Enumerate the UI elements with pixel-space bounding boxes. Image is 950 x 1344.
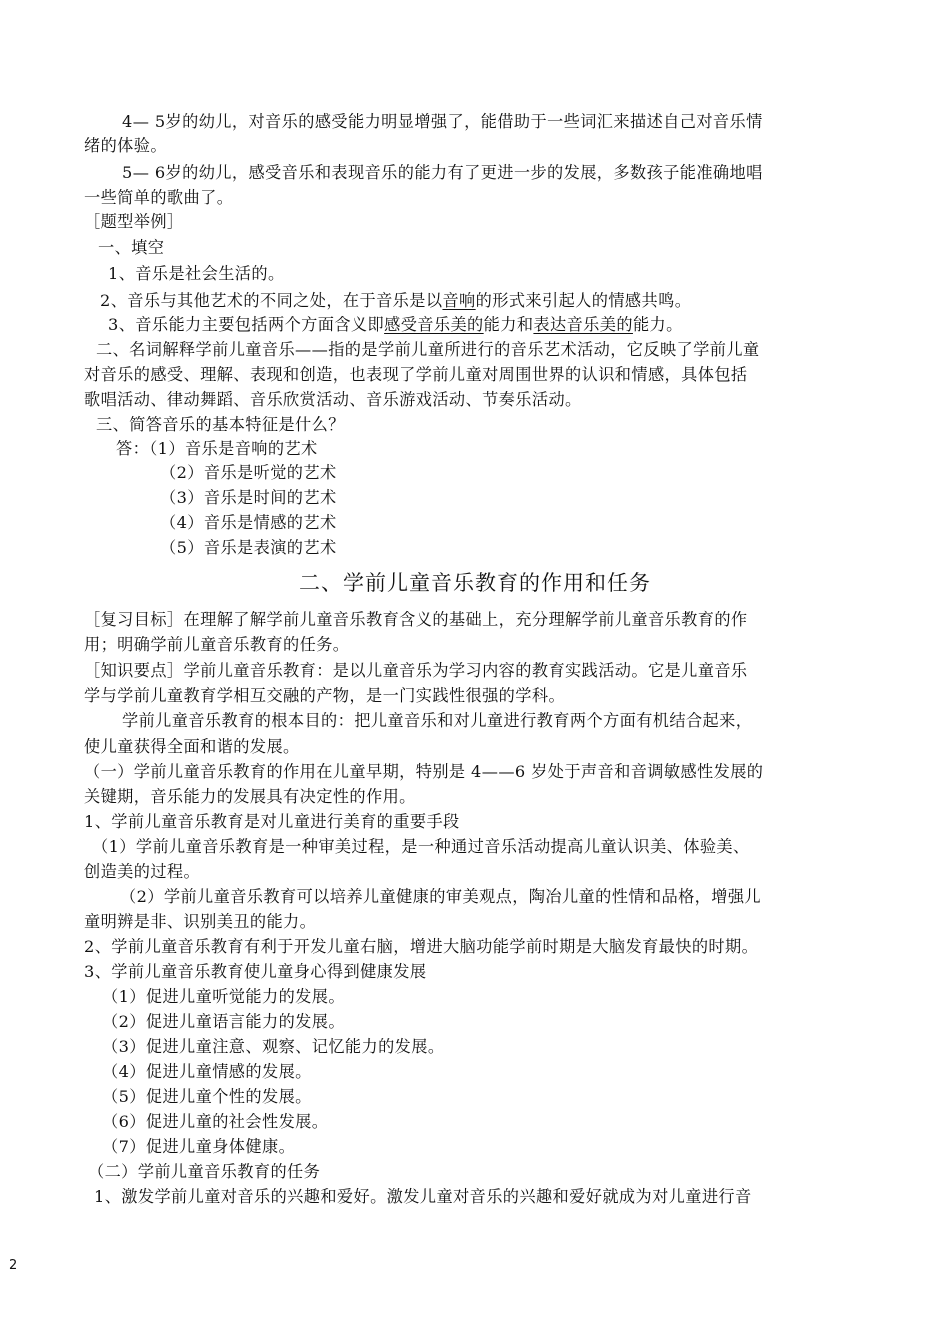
- paragraph-line: 1、激发学前儿童对音乐的兴趣和爱好。激发儿童对音乐的兴趣和爱好就成为对儿童进行音: [94, 1187, 752, 1206]
- paragraph-line: 童明辨是非、识别美丑的能力。: [84, 912, 317, 931]
- paragraph-line: ［复习目标］在理解了解学前儿童音乐教育含义的基础上，充分理解学前儿童音乐教育的作: [84, 610, 748, 629]
- list-item: （3）促进儿童注意、观察、记忆能力的发展。: [102, 1037, 445, 1056]
- answer-line: 答：（1）音乐是音响的艺术: [116, 439, 318, 458]
- subsection-heading: （二）学前儿童音乐教育的任务: [88, 1162, 321, 1181]
- paragraph-line: （1）学前儿童音乐教育是一种审美过程，是一种通过音乐活动提高儿童认识美、体验美、: [92, 837, 750, 856]
- paragraph-line: 歌唱活动、律动舞蹈、音乐欣赏活动、音乐游戏活动、节奏乐活动。: [84, 390, 582, 409]
- answer-line: （2）音乐是听觉的艺术: [160, 463, 337, 482]
- paragraph-line: 二、名词解释学前儿童音乐——指的是学前儿童所进行的音乐艺术活动，它反映了学前儿童: [96, 340, 760, 359]
- section-label: ［题型举例］: [84, 212, 184, 231]
- answer-line: （5）音乐是表演的艺术: [160, 538, 337, 557]
- list-item: （2）促进儿童语言能力的发展。: [102, 1012, 345, 1031]
- underlined-answer: 表达音乐美的: [533, 315, 633, 334]
- paragraph-line: 用；明确学前儿童音乐教育的任务。: [84, 635, 350, 654]
- underlined-answer: 音响: [442, 291, 476, 310]
- paragraph-line: 创造美的过程。: [84, 862, 201, 881]
- fill-blank-item: 1、音乐是社会生活的。: [108, 264, 285, 283]
- paragraph-line: ［知识要点］学前儿童音乐教育：是以儿童音乐为学习内容的教育实践活动。它是儿童音乐: [84, 661, 748, 680]
- list-heading: 2、学前儿童音乐教育有利于开发儿童右脑，增进大脑功能学前时期是大脑发育最快的时期。: [84, 937, 759, 956]
- list-heading: 1、学前儿童音乐教育是对儿童进行美育的重要手段: [84, 812, 460, 831]
- answer-line: （4）音乐是情感的艺术: [160, 513, 337, 532]
- paragraph-line: 5— 6岁的幼儿，感受音乐和表现音乐的能力有了更进一步的发展，多数孩子能准确地唱: [122, 163, 763, 182]
- paragraph-line: （一）学前儿童音乐教育的作用在儿童早期，特别是 4——6 岁处于声音和音调敏感性发展的: [84, 762, 764, 781]
- section-heading: 二、学前儿童音乐教育的作用和任务: [299, 571, 651, 595]
- list-item: （1）促进儿童听觉能力的发展。: [102, 987, 345, 1006]
- fill-blank-item: [108, 313, 683, 337]
- list-item: （4）促进儿童情感的发展。: [102, 1062, 312, 1081]
- list-item: （5）促进儿童个性的发展。: [102, 1087, 312, 1106]
- item-text: 2、音乐与其他艺术的不同之处，在于音乐是以: [100, 291, 443, 310]
- question-line: 三、简答音乐的基本特征是什么？: [96, 415, 345, 434]
- paragraph-line: 绪的体验。: [84, 136, 167, 155]
- paragraph-line: 一些简单的歌曲了。: [84, 188, 234, 207]
- list-item: （6）促进儿童的社会性发展。: [102, 1112, 329, 1131]
- paragraph-line: 4— 5岁的幼儿，对音乐的感受能力明显增强了，能借助于一些词汇来描述自己对音乐情: [122, 112, 763, 131]
- list-heading: 3、学前儿童音乐教育使儿童身心得到健康发展: [84, 962, 427, 981]
- paragraph-line: 关键期，音乐能力的发展具有决定性的作用。: [84, 787, 416, 806]
- underlined-answer: 感受音乐美的: [384, 315, 484, 334]
- paragraph-line: （2）学前儿童音乐教育可以培养儿童健康的审美观点，陶冶儿童的性情和品格，增强儿: [120, 887, 762, 906]
- paragraph-line: 学前儿童音乐教育的根本目的：把儿童音乐和对儿童进行教育两个方面有机结合起来，: [122, 711, 753, 730]
- paragraph-line: 学与学前儿童教育学相互交融的产物，是一门实践性很强的学科。: [84, 686, 566, 705]
- answer-line: （3）音乐是时间的艺术: [160, 488, 337, 507]
- item-text: 能力。: [632, 315, 683, 334]
- page-number: 2: [9, 1258, 18, 1273]
- paragraph-line: 使儿童获得全面和谐的发展。: [84, 737, 300, 756]
- item-text: 能力和: [483, 315, 534, 334]
- list-item: （7）促进儿童身体健康。: [102, 1137, 296, 1156]
- paragraph-line: 对音乐的感受、理解、表现和创造，也表现了学前儿童对周围世界的认识和情感，具体包括: [84, 365, 748, 384]
- item-text: 的形式来引起人的情感共鸣。: [475, 291, 692, 310]
- subsection-label: 一、填空: [98, 238, 165, 257]
- fill-blank-item: [100, 289, 691, 313]
- item-text: 3、音乐能力主要包括两个方面含义即: [108, 315, 385, 334]
